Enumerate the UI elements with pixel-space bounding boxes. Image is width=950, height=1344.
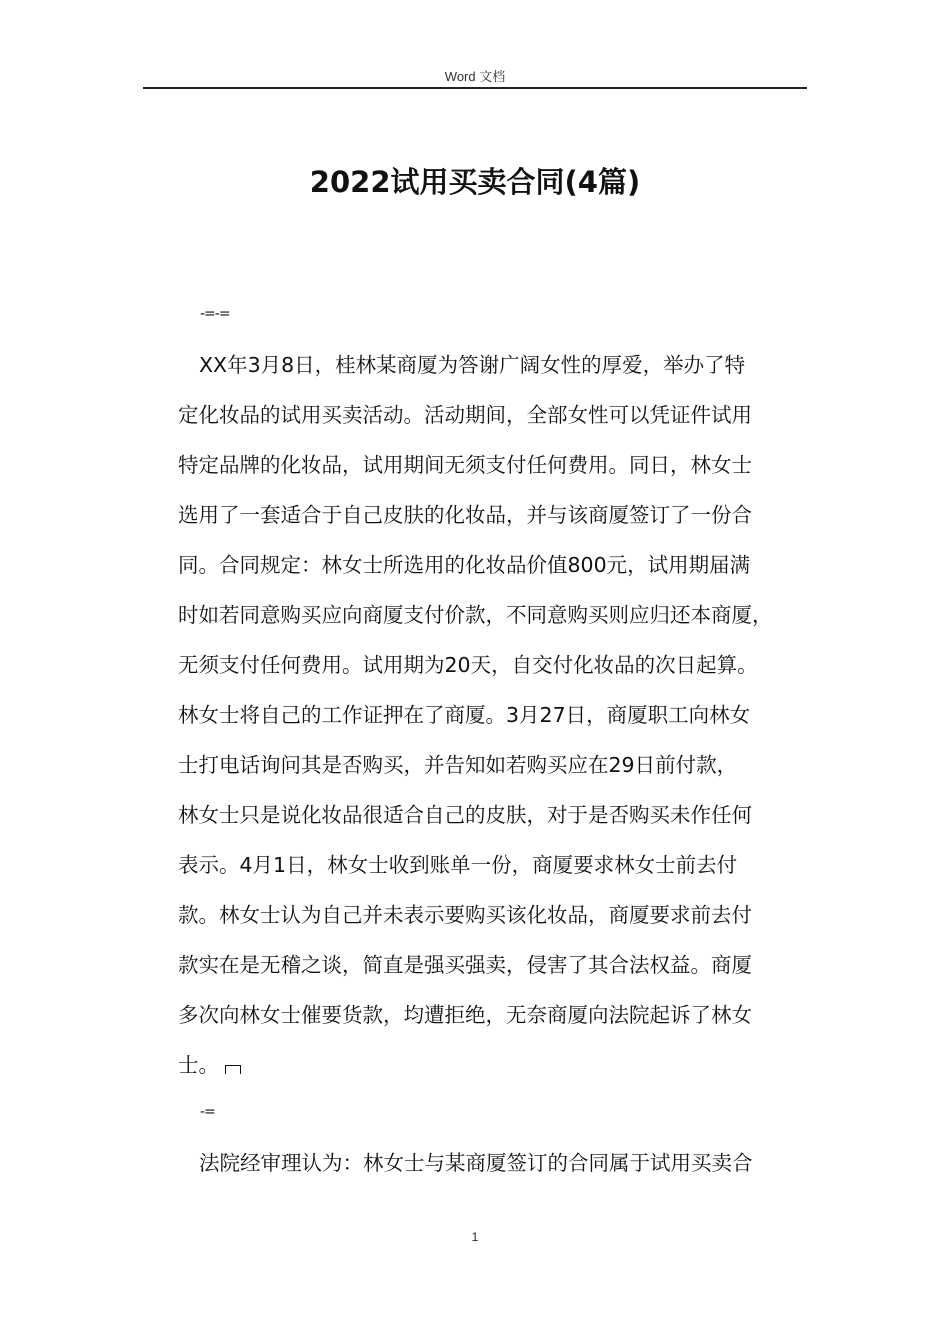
paragraph-line: 同。合同规定：林女士所选用的化妆品价值800元，试用期届满 [178, 553, 751, 577]
paragraph-line: 林女士只是说化妆品很适合自己的皮肤，对于是否购买未作任何 [178, 803, 752, 827]
paragraph-line: 选用了一套适合于自己皮肤的化妆品，并与该商厦签订了一份合 [178, 503, 752, 527]
paragraph-end-mark-icon [225, 1065, 241, 1074]
paragraph-line: XX年3月8日，桂林某商厦为答谢广阔女性的厚爱，举办了特 [199, 353, 746, 377]
paragraph-line: 无须支付任何费用。试用期为20天，自交付化妆品的次日起算。 [178, 653, 758, 677]
section-marker-2: -= [200, 1104, 215, 1120]
paragraph-line: 款。林女士认为自己并未表示要购买该化妆品，商厦要求前去付 [178, 903, 752, 927]
paragraph-line: 款实在是无稽之谈，简直是强买强卖，侵害了其合法权益。商厦 [178, 953, 752, 977]
paragraph-line: 林女士将自己的工作证押在了商厦。3月27日，商厦职工向林女 [178, 703, 751, 727]
page-number: 1 [471, 1230, 479, 1244]
header-divider [143, 87, 807, 89]
paragraph-line: 法院经审理认为：林女士与某商厦签订的合同属于试用买卖合 [199, 1151, 753, 1175]
paragraph-line: 时如若同意购买应向商厦支付价款，不同意购买则应归还本商厦， [178, 603, 773, 627]
paragraph-line: 士打电话询问其是否购买，并告知如若购买应在29日前付款， [178, 753, 738, 777]
section-marker-1: -=-= [200, 306, 230, 322]
paragraph-1 [178, 340, 778, 1090]
document-title: 2022试用买卖合同(4篇) [309, 165, 641, 199]
paragraph-line: 定化妆品的试用买卖活动。活动期间，全部女性可以凭证件试用 [178, 403, 752, 427]
paragraph-line: 多次向林女士催要货款，均遭拒绝，无奈商厦向法院起诉了林女 [178, 1003, 752, 1027]
paragraph-line: 表示。4月1日，林女士收到账单一份，商厦要求林女士前去付 [178, 853, 738, 877]
paragraph-last-line [178, 1040, 778, 1090]
header-label: Word 文档 [444, 69, 506, 84]
paragraph-line: 特定品牌的化妆品，试用期间无须支付任何费用。同日，林女士 [178, 453, 752, 477]
paragraph-2 [178, 1138, 778, 1188]
paragraph-line-text: 士。 [178, 1053, 219, 1077]
